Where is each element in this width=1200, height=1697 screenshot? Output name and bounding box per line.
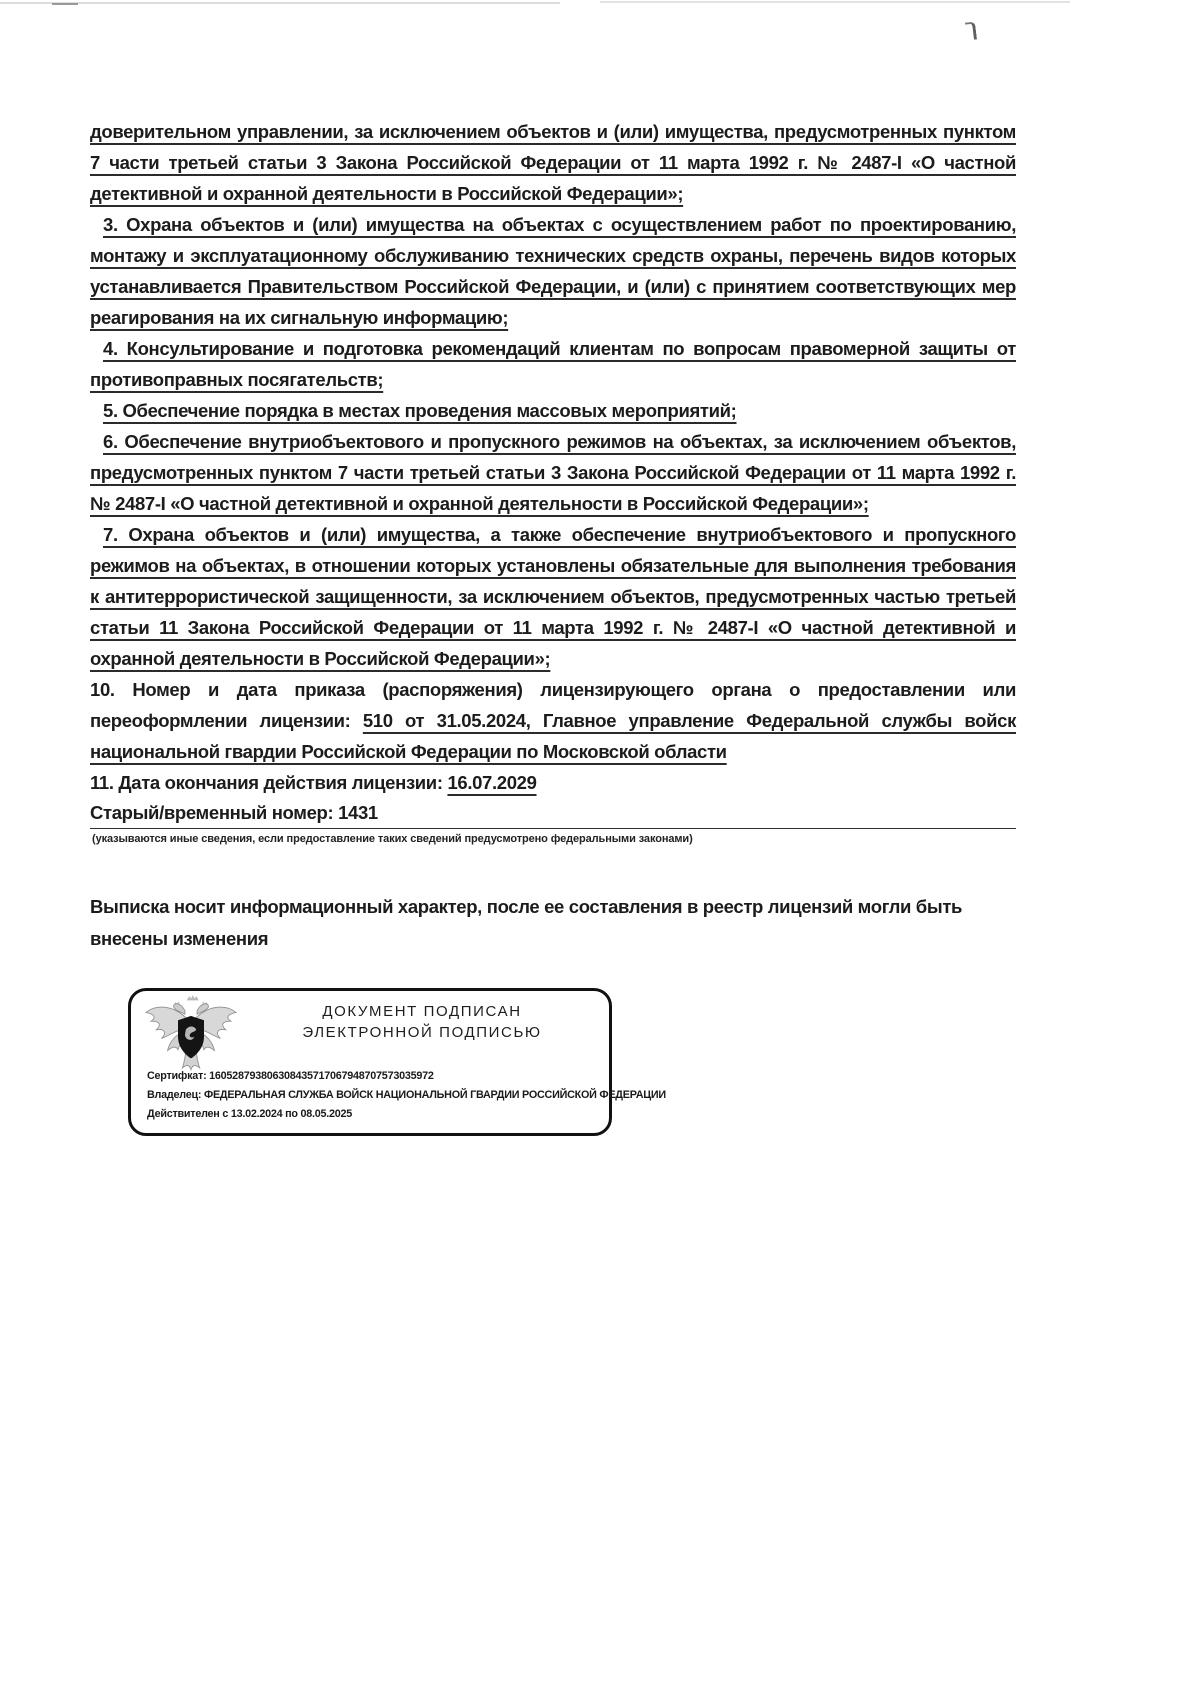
item-11-label: 11. Дата окончания действия лицензии: — [90, 772, 448, 793]
paragraph-trust-management-text: доверительном управлении, за исключением объектов и (или) имущества, предусмотренных пунктом 7 части третьей статьи 3 Закона Российской Федерации от 11 марта 1992 г. № 2487-I «О частной детективной и охранной деятельности в Российской Федерации»; — [90, 121, 1016, 204]
disclaimer-text: Выписка носит информационный характер, после ее составления в реестр лицензий могли быть внесены изменения — [90, 896, 963, 949]
license-order-value: 510 от 31.05.2024, Главное управление Федеральной службы войск национальной гвардии Российской Федерации по Московской области — [90, 710, 1016, 762]
list-item-4 — [90, 333, 1016, 395]
certificate-owner: Владелец: ФЕДЕРАЛЬНАЯ СЛУЖБА ВОЙСК НАЦИОНАЛЬНОЙ ГВАРДИИ РОССИЙСКОЙ ФЕДЕРАЦИИ — [147, 1089, 666, 1101]
list-item-3-text: 3. Охрана объектов и (или) имущества на объектах с осуществлением работ по проектированию, монтажу и эксплуатационному обслуживанию технических средств охраны, перечень видов которых устанавливается Правительством Российской Федерации, и (или) с принятием соответствующих мер реагирования на их сигнальную информацию; — [90, 214, 1016, 328]
rosgvardia-emblem-icon — [139, 993, 243, 1077]
list-item-5 — [90, 395, 1016, 426]
stamp-title-line1: ДОКУМЕНТ ПОДПИСАН — [322, 1003, 522, 1020]
stamp-title — [243, 1001, 601, 1043]
stamp-details — [147, 1067, 666, 1124]
old-temporary-number — [90, 798, 1016, 829]
footnote: (указываются иные сведения, если предоставление таких сведений предусмотрено федеральными законами) — [92, 833, 693, 845]
scan-artifact-top-line — [0, 2, 560, 4]
list-item-4-text: 4. Консультирование и подготовка рекомендаций клиентам по вопросам правомерной защиты от противоправных посягательств; — [90, 338, 1016, 390]
certificate-validity: Действителен с 13.02.2024 по 08.05.2025 — [147, 1108, 353, 1120]
scan-artifact-dash — [52, 3, 78, 5]
scan-artifact-top-line-2 — [600, 1, 1070, 3]
paragraph-trust-management — [90, 116, 1016, 209]
item-10-license-order — [90, 674, 1016, 767]
list-item-3 — [90, 209, 1016, 333]
item-11-license-expiry — [90, 767, 1016, 798]
old-temporary-number-text: Старый/временный номер: 1431 — [90, 802, 378, 823]
list-item-7 — [90, 519, 1016, 674]
list-item-5-text: 5. Обеспечение порядка в местах проведения массовых мероприятий; — [103, 400, 737, 421]
scan-artifact-hook — [965, 21, 977, 40]
document-body — [90, 116, 1016, 955]
digital-signature-stamp — [128, 988, 666, 1136]
license-expiry-date: 16.07.2029 — [447, 772, 537, 793]
list-item-6-text: 6. Обеспечение внутриобъектового и пропускного режимов на объектах, за исключением объектов, предусмотренных пунктом 7 части третьей статьи 3 Закона Российской Федерации от 11 марта 1992 г. № 2487-I «О частной детективной и охранной деятельности в Российской Федерации»; — [90, 431, 1016, 514]
stamp-title-line2: ЭЛЕКТРОННОЙ ПОДПИСЬЮ — [302, 1024, 542, 1041]
item-10-label: 10. Номер и дата приказа (распоряжения) лицензирующего органа о предоставлении или переоформлении лицензии: — [90, 679, 1016, 731]
certificate-number: Сертифкат: 160528793806308435717067948707573035972 — [147, 1070, 434, 1082]
list-item-6 — [90, 426, 1016, 519]
list-item-7-text: 7. Охрана объектов и (или) имущества, а также обеспечение внутриобъектового и пропускного режимов на объектах, в отношении которых установлены обязательные для выполнения требования к антитеррористической защищенности, за исключением объектов, предусмотренных частью третьей статьи 11 Закона Российской Федерации от 11 марта 1992 г. № 2487-I «О частной детективной и охранной деятельности в Российской Федерации»; — [90, 524, 1016, 669]
